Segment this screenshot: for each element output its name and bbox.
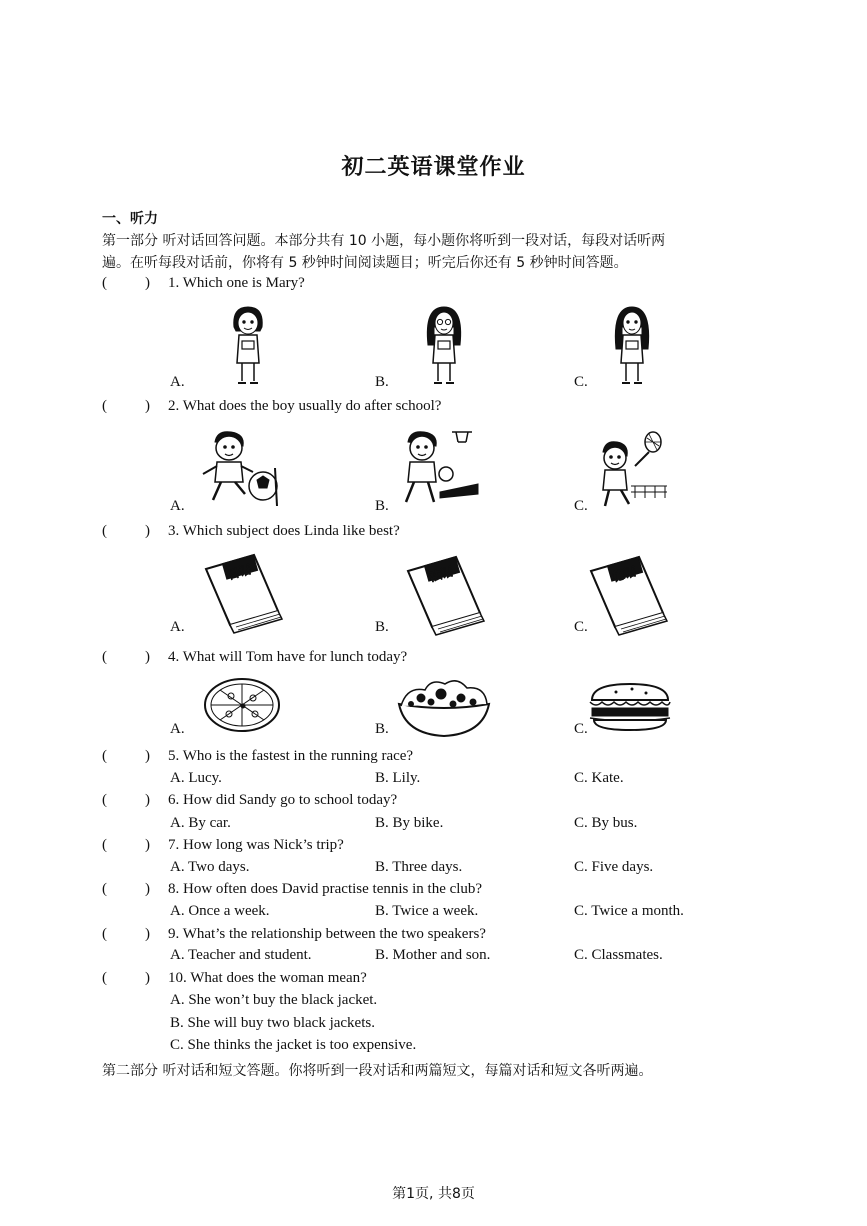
q7-option-c[interactable]: C. Five days.	[574, 859, 654, 875]
q8-option-a[interactable]: A. Once a week.	[170, 903, 270, 919]
q10-option-a[interactable]: A. She won’t buy the black jacket.	[170, 992, 378, 1008]
book-label-a: 日语	[225, 562, 253, 583]
section-heading: 一、听力	[102, 211, 158, 227]
q9-option-b[interactable]: B. Mother and son.	[375, 947, 491, 963]
q5-option-a[interactable]: A. Lucy.	[170, 770, 222, 786]
answer-blank[interactable]: ( )	[102, 837, 150, 853]
question-1: ( ) 1. Which one is Mary?	[102, 275, 305, 291]
q5-option-b[interactable]: B. Lily.	[375, 770, 421, 786]
q5-option-c[interactable]: C. Kate.	[574, 770, 624, 786]
hamburger-image	[588, 682, 672, 732]
girl-image-a	[226, 305, 270, 387]
q4-option-c[interactable]: C.	[574, 721, 588, 737]
q2-option-a[interactable]: A.	[170, 498, 185, 514]
answer-blank[interactable]: ( )	[102, 792, 150, 808]
page-footer: 第1页, 共8页	[392, 1186, 475, 1202]
q2-option-b[interactable]: B.	[375, 498, 389, 514]
answer-blank[interactable]: ( )	[102, 523, 150, 539]
question-4: ( ) 4. What will Tom have for lunch today?	[102, 649, 408, 665]
salad-image	[395, 676, 493, 738]
boy-basketball-image	[400, 428, 478, 508]
answer-blank[interactable]: ( )	[102, 748, 150, 764]
question-3: ( ) 3. Which subject does Linda like best?	[102, 523, 400, 539]
q8-option-c[interactable]: C. Twice a month.	[574, 903, 684, 919]
boy-tennis-image	[595, 430, 667, 510]
part1-instruction-line1: 第一部分 听对话回答问题。本部分共有 10 小题，每小题你将听到一段对话，每段对话听两	[102, 233, 666, 249]
question-6: ( ) 6. How did Sandy go to school today?	[102, 792, 398, 808]
book-image-c	[587, 553, 667, 635]
q7-option-b[interactable]: B. Three days.	[375, 859, 463, 875]
answer-blank[interactable]: ( )	[102, 275, 150, 291]
part2-instruction: 第二部分 听对话和短文答题。你将听到一段对话和两篇短文，每篇对话和短文各听两遍。	[102, 1063, 653, 1079]
q9-option-c[interactable]: C. Classmates.	[574, 947, 663, 963]
q2-option-c[interactable]: C.	[574, 498, 588, 514]
q1-option-c[interactable]: C.	[574, 374, 588, 390]
book-image-a	[202, 551, 282, 633]
book-label-b: 法语	[427, 564, 455, 585]
girl-image-b	[422, 305, 466, 387]
q6-option-b[interactable]: B. By bike.	[375, 815, 444, 831]
q9-option-a[interactable]: A. Teacher and student.	[170, 947, 312, 963]
q6-option-c[interactable]: C. By bus.	[574, 815, 638, 831]
question-5: ( ) 5. Who is the fastest in the running race?	[102, 748, 414, 764]
book-image-b	[404, 553, 484, 635]
question-7: ( ) 7. How long was Nick’s trip?	[102, 837, 344, 853]
q8-option-b[interactable]: B. Twice a week.	[375, 903, 479, 919]
answer-blank[interactable]: ( )	[102, 970, 150, 986]
q10-option-b[interactable]: B. She will buy two black jackets.	[170, 1015, 375, 1031]
girl-image-c	[610, 305, 654, 387]
q3-option-c[interactable]: C.	[574, 619, 588, 635]
answer-blank[interactable]: ( )	[102, 881, 150, 897]
q10-option-c[interactable]: C. She thinks the jacket is too expensive.	[170, 1037, 417, 1053]
part1-instruction-line2: 遍。在听每段对话前，你将有 5 秒钟时间阅读题目；听完后你还有 5 秒钟时间答题。	[102, 255, 628, 271]
book-label-c: 德语	[610, 564, 638, 585]
q1-option-a[interactable]: A.	[170, 374, 185, 390]
boy-soccer-image	[195, 428, 285, 508]
question-8: ( ) 8. How often does David practise tennis in the club?	[102, 881, 483, 897]
q7-option-a[interactable]: A. Two days.	[170, 859, 250, 875]
answer-blank[interactable]: ( )	[102, 649, 150, 665]
page-title: 初二英语课堂作业	[341, 155, 526, 180]
q3-option-a[interactable]: A.	[170, 619, 185, 635]
q3-option-b[interactable]: B.	[375, 619, 389, 635]
question-9: ( ) 9. What’s the relationship between the two speakers?	[102, 926, 486, 942]
answer-blank[interactable]: ( )	[102, 926, 150, 942]
q1-option-b[interactable]: B.	[375, 374, 389, 390]
answer-blank[interactable]: ( )	[102, 398, 150, 414]
question-10: ( ) 10. What does the woman mean?	[102, 970, 367, 986]
q4-option-a[interactable]: A.	[170, 721, 185, 737]
pizza-image	[203, 676, 281, 734]
q4-option-b[interactable]: B.	[375, 721, 389, 737]
question-2: ( ) 2. What does the boy usually do after school?	[102, 398, 442, 414]
q6-option-a[interactable]: A. By car.	[170, 815, 231, 831]
